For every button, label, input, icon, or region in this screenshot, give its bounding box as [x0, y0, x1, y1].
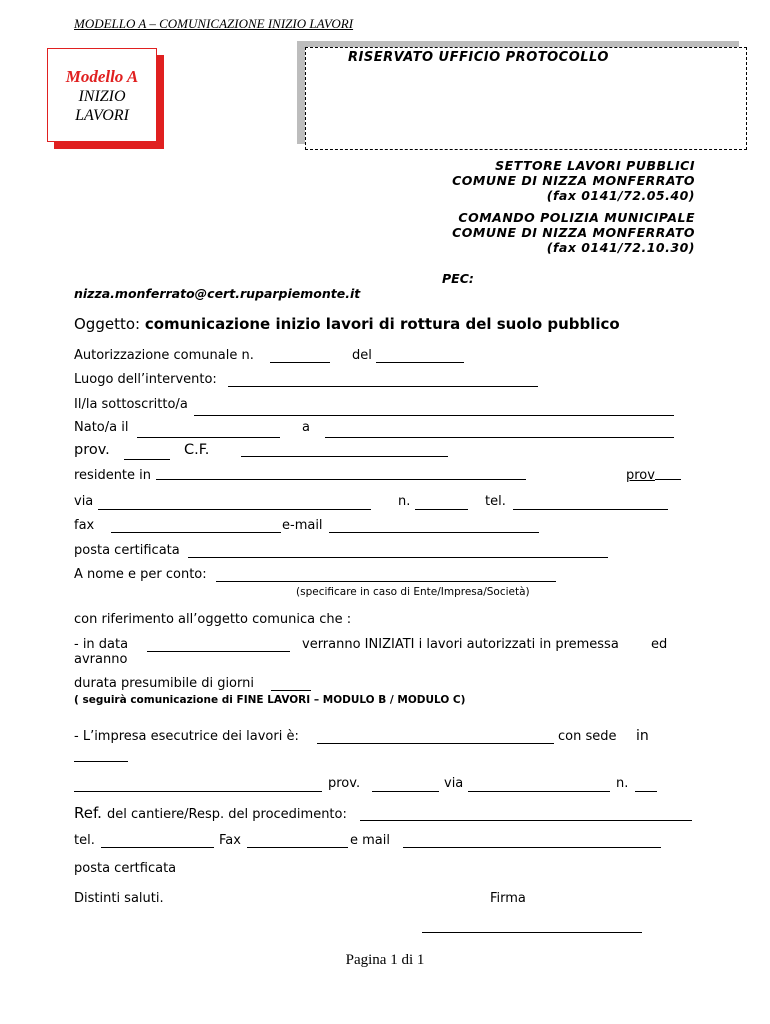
cf-field[interactable]: [241, 456, 448, 457]
label-in: in: [636, 728, 649, 744]
protocollo-label: RISERVATO UFFICIO PROTOCOLLO: [348, 50, 609, 65]
label-ref-tel: tel.: [74, 833, 95, 848]
sottoscritto-field[interactable]: [194, 415, 674, 416]
protocollo-box: [305, 47, 747, 150]
label-ref-posta: posta certficata: [74, 861, 177, 876]
prov-field[interactable]: [124, 459, 170, 460]
label-fax: fax: [74, 518, 95, 533]
label-tel: tel.: [485, 494, 506, 509]
ref-fax-field[interactable]: [247, 847, 348, 848]
label-ref-fax: Fax: [219, 833, 241, 848]
page-number: Pagina 1 di 1: [345, 952, 425, 968]
autorizzazione-number-field[interactable]: [270, 362, 330, 363]
sede-field[interactable]: [74, 761, 128, 762]
label-n: n.: [398, 494, 411, 509]
document-header-title: MODELLO A – COMUNICAZIONE INIZIO LAVORI: [74, 16, 354, 31]
addressee-line: COMUNE DI NIZZA MONFERRATO: [452, 225, 695, 240]
civico-field[interactable]: [415, 509, 468, 510]
avranno-text: avranno: [74, 652, 128, 667]
modello-badge: [47, 48, 157, 142]
firma-label: Firma: [490, 891, 526, 906]
via-field[interactable]: [98, 509, 371, 510]
label-impresa: - L’impresa esecutrice dei lavori è:: [74, 729, 299, 744]
fine-lavori-note: ( seguirà comunicazione di FINE LAVORI – MODULO B / MODULO C): [74, 694, 466, 706]
email-field[interactable]: [329, 532, 539, 533]
label-email: e-mail: [282, 518, 323, 533]
ref-resp-label: del cantiere/Resp. del procedimento:: [107, 807, 347, 822]
label-nome-conto: A nome e per conto:: [74, 567, 207, 582]
data-inizio-field[interactable]: [147, 651, 290, 652]
label-via: via: [74, 494, 94, 509]
addressee-line: (fax 0141/72.10.30): [546, 240, 695, 255]
modello-line-inizio: INIZIO: [78, 88, 126, 105]
ref-email-field[interactable]: [403, 847, 661, 848]
label-durata: durata presumibile di giorni: [74, 676, 254, 691]
nome-conto-field[interactable]: [216, 581, 556, 582]
label-ref-email: e mail: [350, 833, 390, 848]
label-impresa-via: via: [444, 776, 464, 791]
modello-label: Modello A: [65, 67, 139, 86]
ref-tel-field[interactable]: [101, 847, 214, 848]
residente-field[interactable]: [156, 479, 526, 480]
label-autorizzazione: Autorizzazione comunale n.: [74, 348, 254, 363]
label-residente: residente in: [74, 468, 152, 483]
label-posta-certificata: posta certificata: [74, 543, 180, 558]
label-impresa-n: n.: [616, 776, 629, 791]
firma-field[interactable]: [422, 932, 642, 933]
modello-line-lavori: LAVORI: [75, 107, 129, 124]
sede-address-field[interactable]: [74, 791, 322, 792]
specificare-note: (specificare in caso di Ente/Impresa/Società): [296, 586, 530, 598]
addressee-line: COMANDO POLIZIA MUNICIPALE: [458, 210, 695, 225]
addressee-block-polizia: [452, 210, 695, 255]
luogo-field[interactable]: [228, 386, 538, 387]
label-del: del: [352, 348, 372, 363]
label-prov: prov.: [74, 442, 110, 458]
impresa-via-field[interactable]: [468, 791, 610, 792]
label-in-data: - in data: [74, 637, 129, 652]
addressee-line: (fax 0141/72.05.40): [546, 188, 695, 203]
label-con-sede: con sede: [558, 729, 617, 744]
pec-label: PEC:: [442, 271, 474, 286]
subject-text: comunicazione inizio lavori di rottura del suolo pubblico: [144, 315, 620, 333]
label-luogo: Luogo dell’intervento:: [74, 372, 217, 387]
label-prov-residenza: prov: [626, 468, 655, 483]
pec-email: nizza.monferrato@cert.ruparpiemonte.it: [74, 286, 361, 301]
tel-field[interactable]: [513, 509, 668, 510]
verranno-text: verranno INIZIATI i lavori autorizzati in premessa: [302, 637, 619, 652]
nato-date-field[interactable]: [137, 437, 280, 438]
closing-saluti: Distinti saluti.: [74, 891, 164, 906]
ref-label: Ref.: [74, 804, 102, 822]
autorizzazione-date-field[interactable]: [376, 362, 464, 363]
prov-residenza-field[interactable]: [655, 479, 681, 480]
ed-text: ed: [651, 637, 668, 652]
durata-field[interactable]: [271, 690, 311, 691]
fax-field[interactable]: [111, 532, 281, 533]
nato-place-field[interactable]: [325, 437, 674, 438]
label-nato: Nato/a il: [74, 420, 129, 435]
impresa-field[interactable]: [317, 743, 554, 744]
posta-certificata-field[interactable]: [188, 557, 608, 558]
impresa-civico-field[interactable]: [635, 791, 657, 792]
label-sottoscritto: Il/la sottoscritto/a: [74, 397, 188, 412]
ref-resp-field[interactable]: [360, 820, 692, 821]
subject-prefix: Oggetto:: [74, 315, 141, 333]
label-cf: C.F.: [184, 442, 210, 458]
addressee-line: COMUNE DI NIZZA MONFERRATO: [452, 173, 695, 188]
ref-line: [74, 803, 347, 822]
comunica-intro: con riferimento all’oggetto comunica che :: [74, 612, 352, 627]
impresa-prov-field[interactable]: [372, 791, 439, 792]
addressee-line: SETTORE LAVORI PUBBLICI: [495, 158, 695, 173]
label-impresa-prov: prov.: [328, 776, 361, 791]
subject-line: [74, 315, 620, 333]
addressee-block-lavori-pubblici: [452, 158, 695, 203]
label-a: a: [302, 420, 310, 435]
